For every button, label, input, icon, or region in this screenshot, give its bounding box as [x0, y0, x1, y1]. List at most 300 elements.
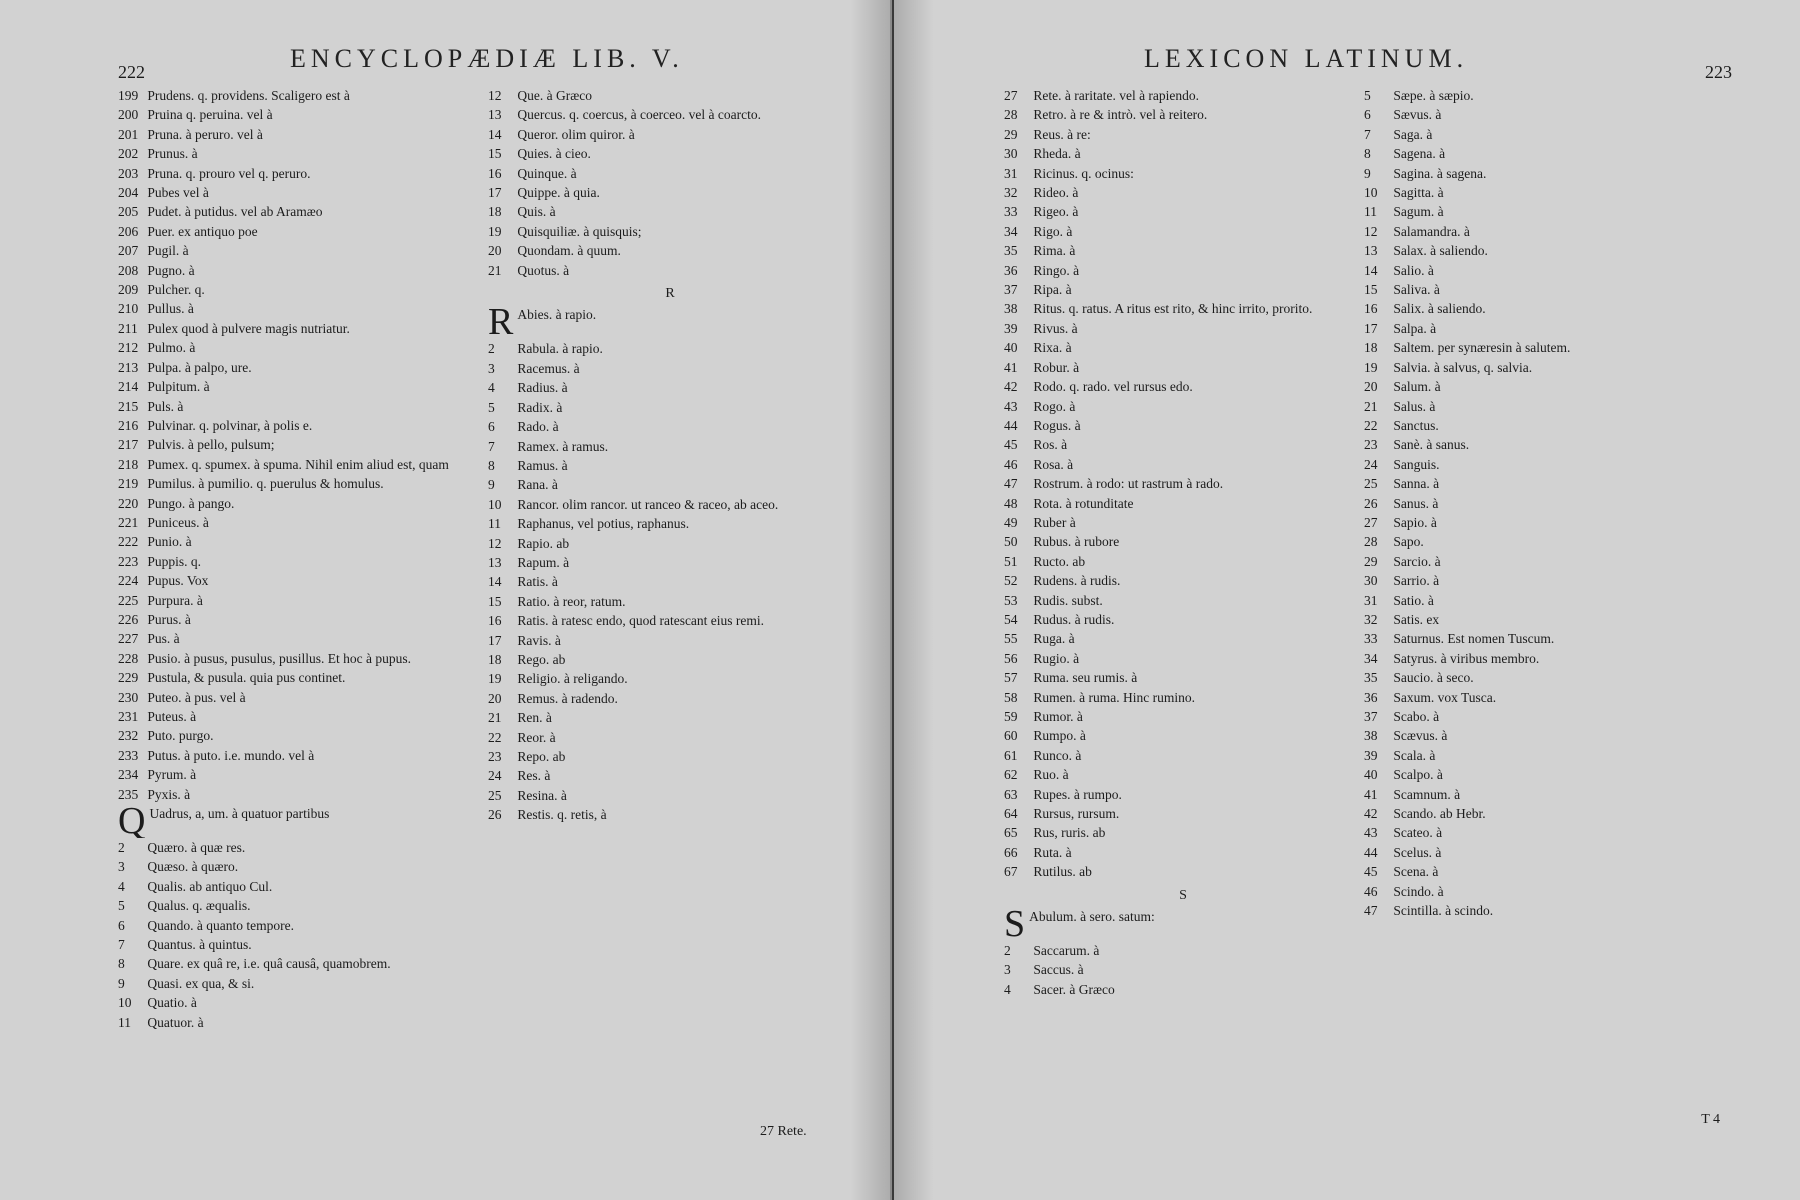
dictionary-entry [488, 592, 852, 611]
dictionary-entry [488, 572, 852, 591]
entry-text: Scævus. à [1393, 728, 1448, 744]
dictionary-entry [1004, 765, 1362, 784]
entry-text: Ruga. à [1033, 631, 1075, 647]
entry-number: 28 [1004, 107, 1018, 123]
dictionary-entry [1364, 649, 1734, 668]
dictionary-entry [118, 105, 476, 124]
entry-text: Rana. à [517, 477, 558, 493]
entry-number: 15 [1364, 282, 1378, 298]
entry-number: 24 [1364, 456, 1378, 472]
entry-text: Pugno. à [147, 262, 195, 278]
dictionary-entry [1004, 144, 1362, 163]
dictionary-entry [1004, 338, 1362, 357]
entry-text: Quare. ex quâ re, i.e. quâ causâ, quamobrem. [147, 956, 391, 972]
entry-text: Quando. à quanto tempore. [147, 917, 294, 933]
entry-text: Ruber à [1033, 514, 1076, 530]
entry-number: 204 [118, 185, 139, 201]
dictionary-entry [1004, 474, 1362, 493]
dictionary-entry [1004, 319, 1362, 338]
entry-number: 20 [488, 243, 502, 259]
dictionary-entry [118, 649, 476, 668]
entry-text: Prudens. q. providens. Scaligero est à [147, 88, 350, 103]
dictionary-entry [118, 377, 476, 396]
entry-text: Ritus. q. ratus. A ritus est rito, & hinc irrito, prorito. [1033, 301, 1313, 317]
entry-text: Robur. à [1033, 359, 1080, 375]
entry-text: Ringo. à [1033, 262, 1080, 278]
dictionary-entry [1004, 980, 1362, 999]
dictionary-entry [118, 532, 476, 551]
dictionary-entry [118, 974, 476, 993]
dictionary-entry [1364, 843, 1734, 862]
entry-text: Pyxis. à [147, 786, 191, 802]
entry-number: 63 [1004, 786, 1018, 802]
dictionary-entry [118, 688, 476, 707]
entry-number: 213 [118, 359, 139, 375]
entry-number: 31 [1004, 165, 1018, 181]
dictionary-entry [488, 241, 852, 260]
section-s-start [1004, 907, 1362, 941]
entry-list [118, 86, 476, 804]
dictionary-entry [1004, 746, 1362, 765]
entry-text: Quies. à cieo. [517, 146, 591, 162]
entry-number: 58 [1004, 689, 1018, 705]
dictionary-entry [488, 534, 852, 553]
entry-number: 32 [1004, 185, 1018, 201]
entry-number: 13 [488, 107, 502, 123]
entry-number: 47 [1364, 903, 1378, 919]
page-number: 222 [118, 62, 145, 82]
dictionary-entry [488, 708, 852, 727]
dictionary-entry [1004, 629, 1362, 648]
entry-text: Satyrus. à viribus membro. [1393, 650, 1540, 666]
entry-text: Pruna. à peruro. vel à [147, 126, 263, 142]
entry-text: Restis. q. retis, à [517, 807, 607, 823]
entry-text: Quippe. à quia. [517, 185, 600, 201]
entry-number: 215 [118, 398, 139, 414]
entry-number: 21 [1364, 398, 1378, 414]
entry-text: Pulmo. à [147, 340, 196, 356]
entry-number: 17 [488, 185, 502, 201]
dictionary-entry [118, 765, 476, 784]
entry-text: Pubes vel à [147, 185, 209, 201]
dictionary-entry [1364, 804, 1734, 823]
entry-number: 210 [118, 301, 139, 317]
dictionary-entry [118, 954, 476, 973]
entry-number: 13 [488, 554, 502, 570]
entry-text: Purus. à [147, 611, 191, 627]
dictionary-entry [118, 164, 476, 183]
entry-number: 199 [118, 88, 139, 103]
entry-number: 223 [118, 553, 139, 569]
entry-number: 20 [1364, 379, 1378, 395]
entry-text: Ratis. à ratesc endo, quod ratescant eius remi. [517, 613, 765, 629]
entry-number: 10 [118, 995, 132, 1011]
entry-number: 10 [1364, 185, 1378, 201]
dictionary-entry [1364, 319, 1734, 338]
dictionary-entry [118, 183, 476, 202]
entry-text: Pulpa. à palpo, ure. [147, 359, 252, 375]
entry-number: 16 [488, 165, 502, 181]
entry-text: Sæpe. à sæpio. [1393, 88, 1474, 103]
entry-text: Rumen. à ruma. Hinc rumino. [1033, 689, 1195, 705]
entry-text: Rigeo. à [1033, 204, 1079, 220]
entry-text: Punio. à [147, 534, 192, 550]
entry-number: 200 [118, 107, 139, 123]
entry-number: 202 [118, 146, 139, 162]
entry-list [118, 838, 476, 1032]
running-head: LEXICON LATINUM. [1144, 44, 1469, 73]
entry-list [1004, 86, 1362, 882]
dictionary-entry [118, 455, 476, 474]
entry-number: 60 [1004, 728, 1018, 744]
dictionary-entry [488, 261, 852, 280]
entry-text: Prunus. à [147, 146, 198, 162]
entry-text: Ricinus. q. ocinus: [1033, 165, 1134, 181]
dictionary-entry [118, 513, 476, 532]
entry-number: 35 [1004, 243, 1018, 259]
entry-number: 37 [1004, 282, 1018, 298]
signature-mark: T 4 [1701, 1112, 1720, 1127]
entry-number: 42 [1004, 379, 1018, 395]
entry-text: Pruina q. peruina. vel à [147, 107, 273, 123]
entry-number: 40 [1004, 340, 1018, 356]
entry-number: 65 [1004, 825, 1018, 841]
dictionary-entry [1004, 649, 1362, 668]
dictionary-entry [1004, 668, 1362, 687]
entry-text: Qualus. q. æqualis. [147, 898, 251, 914]
entry-text: Ructo. ab [1033, 553, 1086, 569]
entry-text: Sarrio. à [1393, 573, 1440, 589]
entry-number: 61 [1004, 747, 1018, 763]
entry-number: 4 [488, 380, 495, 396]
entry-text: Scateo. à [1393, 825, 1443, 841]
entry-text: Pullus. à [147, 301, 194, 317]
entry-number: 23 [488, 749, 502, 764]
entry-text: Scalpo. à [1393, 767, 1443, 783]
entry-number: 224 [118, 573, 139, 589]
entry-text: Saliva. à [1393, 282, 1440, 298]
entry-number: 31 [1364, 592, 1378, 608]
left-page [0, 0, 892, 1200]
entry-text: Rabula. à rapio. [517, 341, 603, 357]
entry-text: Pumilus. à pumilio. q. puerulus & homulus. [147, 476, 384, 492]
dictionary-entry [118, 358, 476, 377]
entry-text: Sanna. à [1393, 476, 1440, 492]
entry-text: Scindo. à [1393, 883, 1444, 899]
entry-number: 8 [118, 956, 125, 972]
entry-text: Rudus. à rudis. [1033, 611, 1115, 627]
entry-text: Runco. à [1033, 747, 1082, 763]
dictionary-entry [1364, 474, 1734, 493]
entry-number: 27 [1364, 514, 1378, 530]
dictionary-entry [118, 397, 476, 416]
dictionary-entry [1364, 688, 1734, 707]
entry-text: Sagum. à [1393, 204, 1444, 220]
entry-number: 37 [1364, 709, 1378, 724]
page-number: 223 [1705, 62, 1732, 82]
entry-text: Sarcio. à [1393, 553, 1441, 569]
entry-text: Sagena. à [1393, 146, 1446, 162]
entry-number: 26 [1364, 495, 1378, 511]
entry-text: Saga. à [1393, 126, 1433, 142]
entry-number: 208 [118, 262, 139, 278]
dictionary-entry [1004, 552, 1362, 571]
dictionary-entry [118, 202, 476, 221]
entry-text: Puer. ex antiquo poe [147, 223, 258, 239]
entry-list [1004, 941, 1362, 999]
entry-number: 33 [1004, 204, 1018, 220]
entry-text: Scelus. à [1393, 844, 1442, 860]
entry-number: 219 [118, 476, 139, 492]
entry-number: 15 [488, 593, 502, 609]
dictionary-entry [1004, 494, 1362, 513]
dictionary-entry [1004, 280, 1362, 299]
entry-number: 7 [1364, 126, 1371, 142]
entry-text: Putus. à puto. i.e. mundo. vel à [147, 747, 315, 763]
entry-text: Sanctus. [1393, 417, 1439, 433]
entry-text: Rubus. à rubore [1033, 534, 1120, 550]
entry-text: Rapio. ab [517, 535, 570, 551]
dictionary-entry [1364, 785, 1734, 804]
dictionary-entry [118, 86, 476, 105]
entry-text: Salus. à [1393, 398, 1436, 414]
entry-text: Quasi. ex qua, & si. [147, 975, 255, 991]
entry-number: 33 [1364, 631, 1378, 647]
dictionary-entry [488, 339, 852, 358]
dictionary-entry [1004, 416, 1362, 435]
dictionary-entry [1364, 726, 1734, 745]
entry-number: 34 [1364, 650, 1378, 666]
entry-number: 2 [1004, 943, 1011, 959]
dictionary-entry [118, 552, 476, 571]
entry-number: 66 [1004, 844, 1018, 860]
entry-text: Rogus. à [1033, 417, 1081, 433]
entry-number: 30 [1364, 573, 1378, 589]
entry-text: Scando. ab Hebr. [1393, 806, 1486, 822]
dictionary-entry [488, 514, 852, 533]
entry-text: Rudens. à rudis. [1033, 573, 1121, 589]
entry-text: Rivus. à [1033, 320, 1078, 336]
entry-number: 27 [1004, 88, 1018, 103]
entry-text: Queror. olim quiror. à [517, 126, 635, 142]
dictionary-entry [118, 726, 476, 745]
dictionary-entry [488, 669, 852, 688]
entry-text: Salax. à saliendo. [1393, 243, 1488, 259]
entry-text: Retro. à re & intrò. vel à reitero. [1033, 107, 1208, 123]
entry-number: 14 [488, 574, 502, 590]
dictionary-entry [1364, 610, 1734, 629]
entry-number: 12 [488, 535, 502, 551]
dictionary-entry [1364, 435, 1734, 454]
entry-text: Pyrum. à [147, 767, 197, 783]
entry-text: Rupes. à rumpo. [1033, 786, 1122, 802]
entry-text: Satis. ex [1393, 611, 1440, 627]
entry-text: Racemus. à [517, 360, 580, 376]
entry-number: 16 [488, 613, 502, 629]
dictionary-entry [488, 689, 852, 708]
dictionary-entry [1004, 455, 1362, 474]
dictionary-entry [1004, 804, 1362, 823]
dictionary-entry [1364, 202, 1734, 221]
entry-text: Pulex quod à pulvere magis nutriatur. [147, 320, 350, 336]
entry-number: 38 [1004, 301, 1018, 317]
entry-text: Remus. à radendo. [517, 690, 618, 706]
dictionary-entry [1004, 707, 1362, 726]
dictionary-entry [1004, 164, 1362, 183]
entry-text: Quantus. à quintus. [147, 937, 252, 953]
section-letter: S [1179, 887, 1187, 903]
entry-number: 40 [1364, 767, 1378, 783]
dictionary-entry [118, 222, 476, 241]
dictionary-entry [1364, 455, 1734, 474]
entry-text: Salum. à [1393, 379, 1441, 395]
entry-text: Rus, ruris. ab [1033, 825, 1106, 841]
entry-number: 3 [1004, 962, 1011, 978]
entry-number: 54 [1004, 611, 1018, 627]
entry-text: Rosa. à [1033, 456, 1074, 472]
dictionary-entry [1004, 532, 1362, 551]
dictionary-entry [118, 1013, 476, 1032]
entry-number: 209 [118, 282, 139, 298]
entry-number: 12 [488, 88, 502, 103]
entry-text: Quinque. à [517, 165, 577, 181]
section-letter: R [665, 286, 675, 302]
entry-text: Salpa. à [1393, 320, 1437, 336]
dictionary-entry [118, 571, 476, 590]
entry-text: Qualis. ab antiquo Cul. [147, 878, 273, 894]
dictionary-entry [1364, 901, 1734, 920]
dictionary-entry [488, 86, 852, 105]
entry-number: 211 [118, 320, 138, 336]
dictionary-entry [1004, 823, 1362, 842]
drop-capital: R [488, 305, 514, 340]
entry-text: Saccus. à [1033, 962, 1084, 978]
catchword: 27 Rete. [760, 1124, 807, 1139]
entry-number: 16 [1364, 301, 1378, 317]
dictionary-entry [118, 416, 476, 435]
dictionary-entry [1364, 552, 1734, 571]
dictionary-entry [1364, 416, 1734, 435]
dictionary-entry [118, 877, 476, 896]
dictionary-entry [1004, 688, 1362, 707]
entry-text: Scamnum. à [1393, 786, 1461, 802]
dictionary-entry [1004, 513, 1362, 532]
dictionary-entry [488, 553, 852, 572]
dictionary-entry [488, 125, 852, 144]
entry-text: Radius. à [517, 380, 568, 396]
entry-number: 220 [118, 495, 139, 511]
entry-text: Ratio. à reor, ratum. [517, 593, 626, 609]
entry-text: Rugio. à [1033, 650, 1080, 666]
entry-number: 207 [118, 243, 139, 259]
entry-number: 10 [488, 496, 502, 512]
entry-text: Radix. à [517, 399, 563, 415]
dictionary-entry [1364, 144, 1734, 163]
entry-number: 45 [1364, 864, 1378, 880]
entry-text: Res. à [517, 768, 551, 784]
entry-text: Ratis. à [517, 574, 558, 590]
entry-number: 18 [1364, 340, 1378, 356]
entry-text: Puteus. à [147, 709, 197, 724]
entry-number: 9 [1364, 165, 1371, 181]
dictionary-entry [1004, 299, 1362, 318]
entry-text: Rapum. à [517, 554, 570, 570]
entry-text: Raphanus, vel potius, raphanus. [517, 516, 690, 532]
entry-text: Puls. à [147, 398, 184, 414]
entry-number: 216 [118, 417, 139, 433]
entry-text: Rigo. à [1033, 223, 1073, 239]
dictionary-entry [1364, 668, 1734, 687]
dictionary-entry [488, 359, 852, 378]
entry-number: 52 [1004, 573, 1018, 589]
entry-text: Puteo. à pus. vel à [147, 689, 246, 705]
dictionary-entry [1364, 261, 1734, 280]
entry-text: Pudet. à putidus. vel ab Aramæo [147, 204, 323, 220]
entry-text: Sanè. à sanus. [1393, 437, 1470, 453]
entry-text: Rima. à [1033, 243, 1076, 259]
entry-text: Rumpo. à [1033, 728, 1086, 744]
entry-number: 34 [1004, 223, 1018, 239]
entry-number: 22 [1364, 417, 1378, 433]
entry-text: Scabo. à [1393, 709, 1440, 724]
right-column-2 [1364, 86, 1734, 920]
dictionary-entry [1004, 843, 1362, 862]
dictionary-entry [118, 916, 476, 935]
dictionary-entry [1364, 299, 1734, 318]
entry-text: Saxum. vox Tusca. [1393, 689, 1497, 705]
entry-text: Ripa. à [1033, 282, 1072, 298]
entry-number: 9 [488, 477, 495, 493]
entry-text: Ravis. à [517, 632, 561, 648]
dictionary-entry [1364, 532, 1734, 551]
entry-text: Rheda. à [1033, 146, 1081, 162]
entry-number: 218 [118, 456, 139, 472]
dictionary-entry [118, 838, 476, 857]
entry-text: Ramus. à [517, 457, 568, 473]
entry-list [488, 339, 852, 824]
dictionary-entry [118, 668, 476, 687]
left-column-1 [118, 86, 476, 1032]
entry-text: Sanguis. [1393, 456, 1440, 472]
dictionary-entry [1004, 105, 1362, 124]
entry-text: Pulvinar. q. polvinar, à polis e. [147, 417, 313, 433]
dictionary-entry [488, 747, 852, 766]
entry-number: 2 [488, 341, 495, 357]
dictionary-entry [118, 896, 476, 915]
entry-number: 28 [1364, 534, 1378, 550]
dictionary-entry [488, 437, 852, 456]
entry-text: Sapo. [1393, 534, 1424, 550]
entry-text: Salix. à saliendo. [1393, 301, 1486, 317]
dictionary-entry [488, 631, 852, 650]
section-q-start [118, 804, 476, 838]
entry-text: Rudis. subst. [1033, 592, 1103, 608]
entry-number: 51 [1004, 553, 1018, 569]
entry-number: 62 [1004, 767, 1018, 783]
entry-number: 49 [1004, 514, 1018, 530]
entry-text: Reus. à re: [1033, 126, 1091, 142]
dictionary-entry [1364, 164, 1734, 183]
entry-number: 5 [488, 399, 495, 415]
dictionary-entry [1004, 435, 1362, 454]
dictionary-entry [1004, 941, 1362, 960]
dictionary-entry [488, 164, 852, 183]
dictionary-entry [1004, 86, 1362, 105]
entry-number: 57 [1004, 670, 1018, 686]
entry-number: 14 [1364, 262, 1378, 278]
dictionary-entry [118, 707, 476, 726]
dictionary-entry [1364, 513, 1734, 532]
